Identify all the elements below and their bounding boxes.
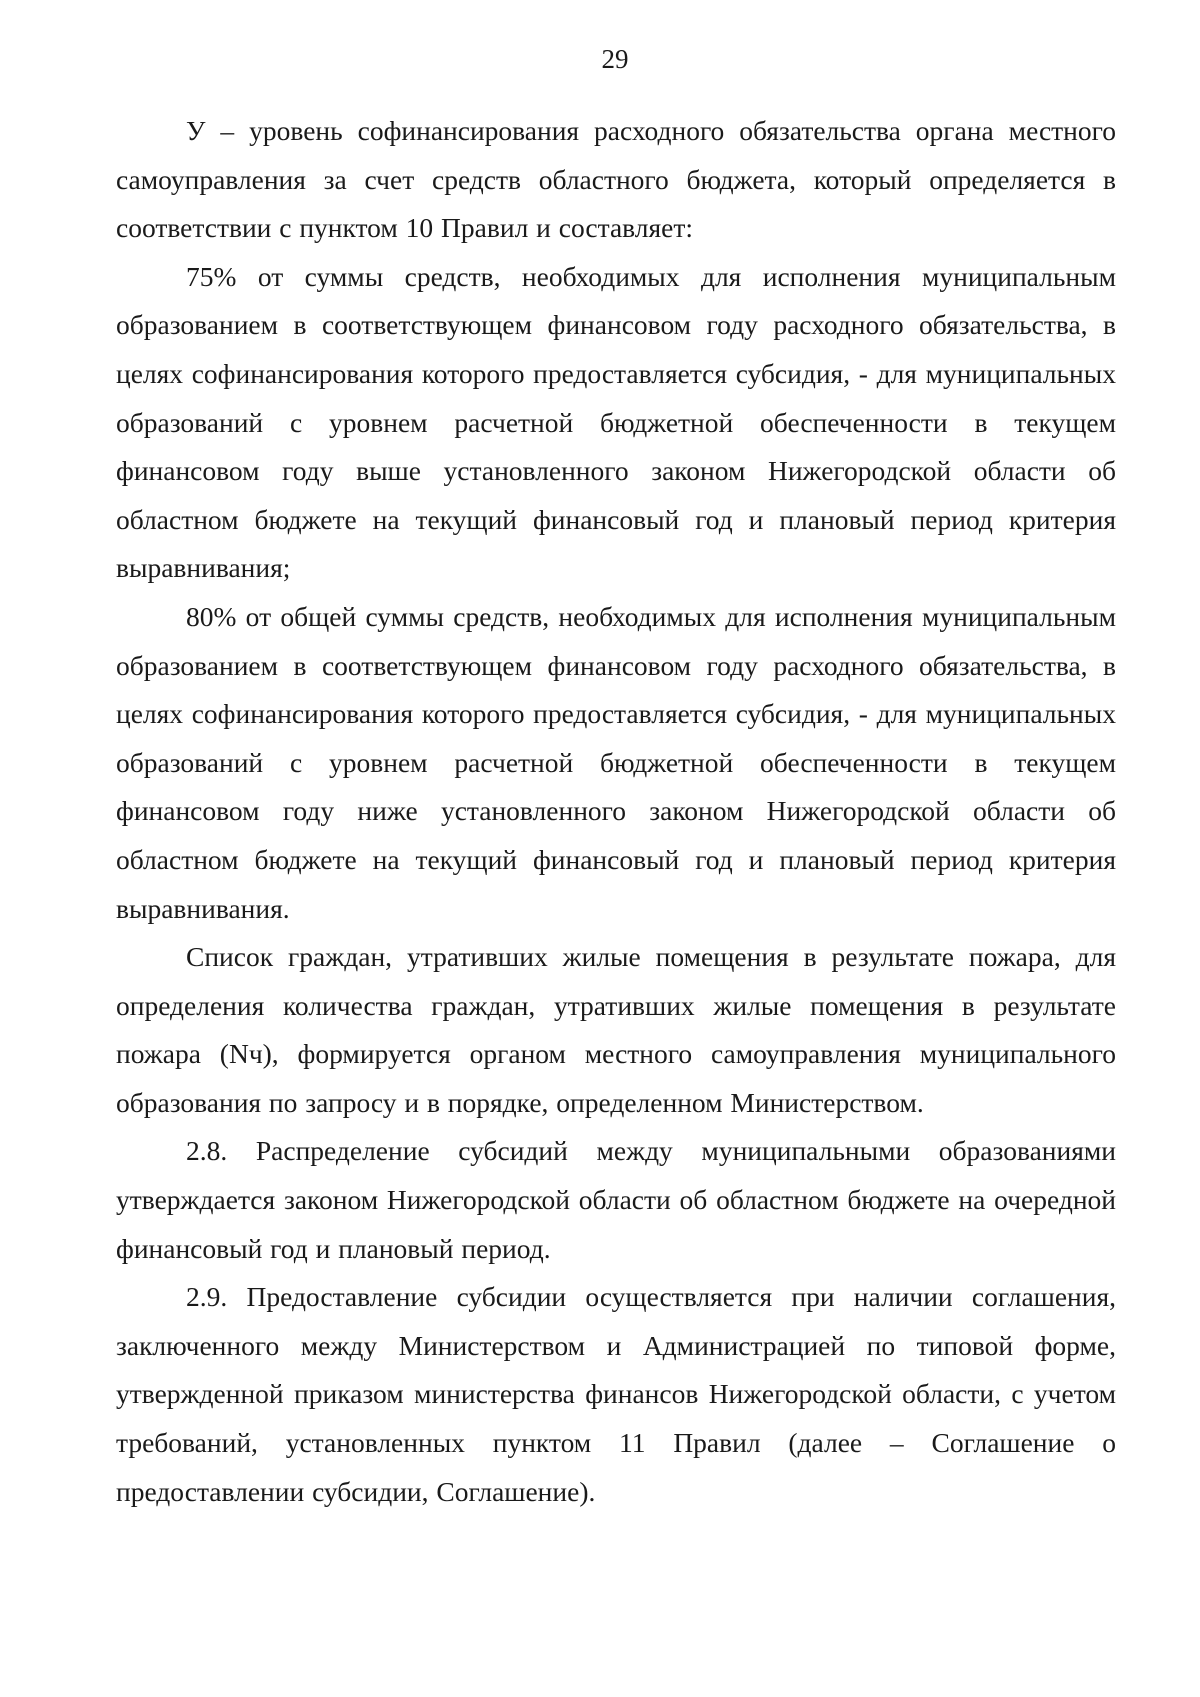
paragraph-2-9: 2.9. Предоставление субсидии осуществляется при наличии соглашения, заключенного между Министерством и Администрацией по типовой форме, утвержденной приказом министерства финансов Нижегородской области, с учетом требований, установленных пунктом 11 Правил (далее – Соглашение о предоставлении субсидии, Соглашение).: [116, 1281, 1116, 1507]
paragraph-75-percent: 75% от суммы средств, необходимых для исполнения муниципальным образованием в соответствующем финансовом году расходного обязательства, в целях софинансирования которого предоставляется субсидия, - для муниципальных образований с уровнем расчетной бюджетной обеспеченности в текущем финансовом году выше установленного законом Нижегородской области об областном бюджете на текущий финансовый год и плановый период критерия выравнивания;: [116, 260, 1116, 584]
paragraph-citizens-list: Список граждан, утративших жилые помещения в результате пожара, для определения количества граждан, утративших жилые помещения в результате пожара (Nч), формируется органом местного самоуправления муниципального образования по запросу и в порядке, определенном Министерством.: [116, 941, 1116, 1118]
paragraph-2-8: 2.8. Распределение субсидий между муниципальными образованиями утверждается законом Нижегородской области об областном бюджете на очередной финансовый год и плановый период.: [116, 1135, 1116, 1264]
document-body: [116, 107, 1116, 1516]
paragraph-80-percent: 80% от общей суммы средств, необходимых для исполнения муниципальным образованием в соответствующем финансовом году расходного обязательства, в целях софинансирования которого предоставляется субсидия, - для муниципальных образований с уровнем расчетной бюджетной обеспеченности в текущем финансовом году ниже установленного законом Нижегородской области об областном бюджете на текущий финансовый год и плановый период критерия выравнивания.: [116, 600, 1116, 924]
paragraph-cofinancing-level: У – уровень софинансирования расходного обязательства органа местного самоуправления за счет средств областного бюджета, который определяется в соответствии с пунктом 10 Правил и составляет:: [116, 115, 1116, 244]
page-number: 29: [601, 44, 629, 74]
